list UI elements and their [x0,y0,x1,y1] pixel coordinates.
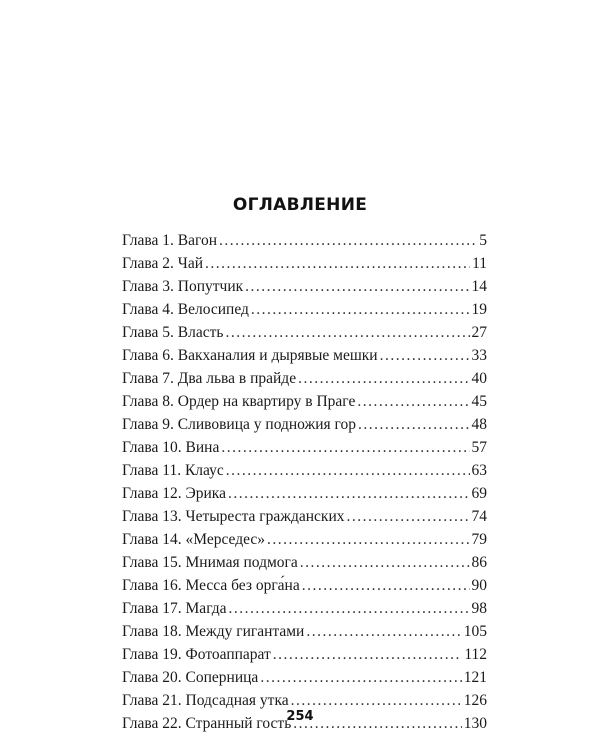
toc-entry-page: 14 [471,278,487,295]
toc-entry-page: 98 [471,600,487,617]
toc-entry-label: Глава 13. Четыреста гражданских [122,508,345,525]
dot-leader [205,252,470,275]
dot-leader [347,505,470,528]
toc-entry-page: 11 [472,255,487,272]
toc-entry-label: Глава 22. Странный гость [122,715,292,732]
dot-leader [225,321,469,344]
toc-entry [122,528,487,551]
dot-leader [380,344,470,367]
dot-leader [260,666,461,689]
dot-leader [273,643,463,666]
toc-entry-page: 19 [471,301,487,318]
toc-entry-page: 74 [471,508,487,525]
toc-entry [122,551,487,574]
toc-entry-label: Глава 5. Власть [122,324,224,341]
toc-entry-label: Глава 8. Ордер на квартиру в Праге [122,393,356,410]
toc-entry [122,344,487,367]
toc-entry [122,298,487,321]
toc-entry [122,275,487,298]
toc-entry-label: Глава 2. Чай [122,255,204,272]
toc-entry [122,413,487,436]
toc-entry [122,436,487,459]
toc-entry-label: Глава 18. Между гигантами [122,623,305,640]
toc-entry-page: 48 [471,416,487,433]
toc-entry [122,229,487,252]
toc-entry-label: Глава 17. Магда [122,600,227,617]
toc-entry-label: Глава 20. Соперница [122,669,259,686]
toc-entry-page: 121 [463,669,487,686]
dot-leader [358,413,469,436]
toc-entry-label: Глава 3. Попутчик [122,278,244,295]
table-of-contents [122,229,487,735]
dot-leader [245,275,469,298]
toc-entry [122,252,487,275]
page-number: 254 [286,709,314,724]
toc-entry-page: 40 [471,370,487,387]
toc-entry-label: Глава 19. Фотоаппарат [122,646,271,663]
toc-entry-page: 57 [471,439,487,456]
toc-entry-label: Глава 15. Мнимая подмога [122,554,298,571]
dot-leader [219,229,477,252]
toc-entry-label: Глава 6. Вакханалия и дырявые мешки [122,347,378,364]
dot-leader [357,390,469,413]
toc-entry [122,643,487,666]
toc-entry-label: Глава 11. Клаус [122,462,224,479]
toc-entry-page: 69 [471,485,487,502]
toc-entry-label: Глава 7. Два льва в прайде [122,370,297,387]
toc-entry-page: 79 [471,531,487,548]
toc-entry-label: Глава 10. Вина [122,439,220,456]
toc-entry [122,482,487,505]
toc-entry-label: Глава 12. Эрика [122,485,226,502]
toc-entry-label: Глава 1. Вагон [122,232,218,249]
toc-entry [122,574,487,597]
toc-entry-page: 33 [471,347,487,364]
toc-entry [122,597,487,620]
toc-entry-page: 5 [479,232,487,249]
dot-leader [300,551,470,574]
toc-entry [122,459,487,482]
toc-entry [122,666,487,689]
toc-entry-page: 90 [471,577,487,594]
toc-entry-label: Глава 9. Сливовица у подножия гор [122,416,357,433]
toc-title: ОГЛАВЛЕНИЕ [232,195,368,215]
toc-entry-page: 45 [471,393,487,410]
toc-entry [122,367,487,390]
toc-entry-label: Глава 21. Подсадная утка [122,692,289,709]
dot-leader [267,528,469,551]
toc-entry-label: Глава 4. Велосипед [122,301,249,318]
toc-entry [122,505,487,528]
dot-leader [306,620,461,643]
dot-leader [298,367,469,390]
toc-entry-page: 112 [464,646,487,663]
toc-entry [122,321,487,344]
toc-entry [122,620,487,643]
dot-leader [228,482,470,505]
dot-leader [226,459,470,482]
toc-entry-label: Глава 14. «Мерседес» [122,531,266,548]
dot-leader [221,436,469,459]
toc-entry-page: 63 [471,462,487,479]
toc-entry [122,390,487,413]
dot-leader [229,597,470,620]
toc-entry-label: Глава 16. Месса без орга́на [122,577,300,594]
toc-entry-page: 27 [471,324,487,341]
toc-entry-page: 86 [471,554,487,571]
dot-leader [251,298,470,321]
toc-entry-page: 130 [463,715,487,732]
toc-entry-page: 105 [463,623,487,640]
dot-leader [302,574,470,597]
toc-entry-page: 126 [463,692,487,709]
